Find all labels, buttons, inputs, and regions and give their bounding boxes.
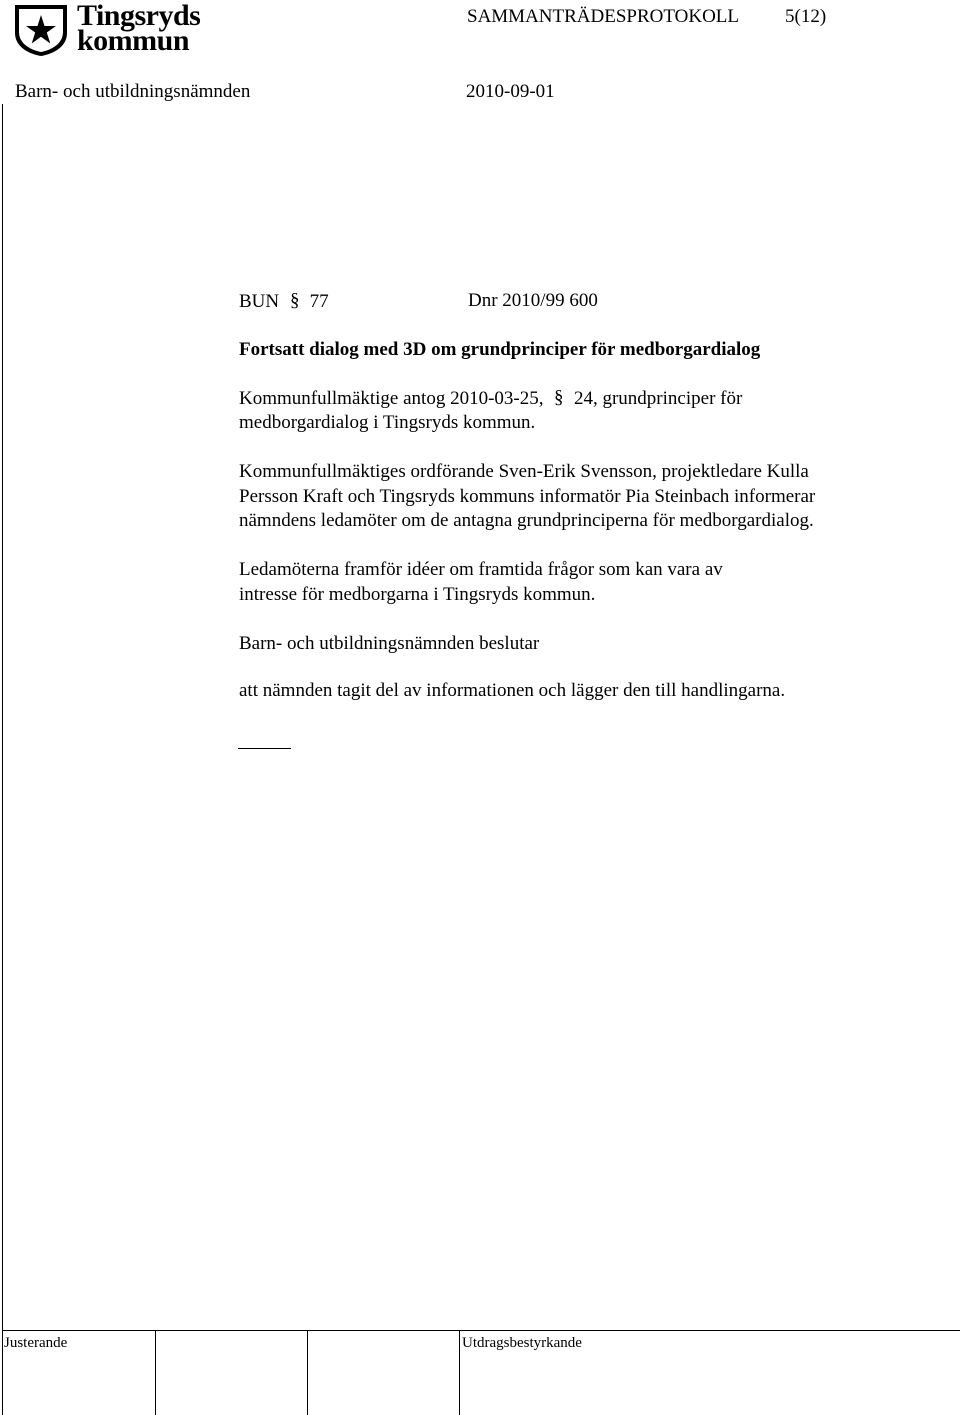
meeting-date: 2010-09-01 xyxy=(466,81,555,102)
document-type: SAMMANTRÄDESPROTOKOLL xyxy=(467,6,740,27)
svg-text:§: § xyxy=(554,387,564,407)
left-margin-rule xyxy=(2,104,3,1415)
municipality-logo xyxy=(13,0,209,57)
item-heading: Fortsatt dialog med 3D om grundprinciper för medborgardialog xyxy=(239,339,761,360)
decision-heading: Barn- och utbildningsnämnden beslutar xyxy=(239,633,540,654)
committee-name: Barn- och utbildningsnämnden xyxy=(15,81,251,102)
item-reference xyxy=(239,290,329,313)
logo-line-1: Tingsryds xyxy=(77,0,201,32)
logo-line-2: kommun xyxy=(77,24,190,57)
paragraph-3-line-1: Ledamöterna framför idéer om framtida frågor som kan vara av xyxy=(239,559,723,580)
paragraph-1-line-1 xyxy=(239,387,742,410)
extract-certification-label: Utdragsbestyrkande xyxy=(462,1335,582,1351)
footer-top-rule xyxy=(2,1330,960,1331)
paragraph-1-part-a: Kommunfullmäktige antog 2010-03-25, xyxy=(239,388,544,409)
footer-divider xyxy=(307,1330,308,1415)
paragraph-1-line-2: medborgardialog i Tingsryds kommun. xyxy=(239,412,536,433)
paragraph-2-line-1: Kommunfullmäktiges ordförande Sven-Erik Svensson, projektledare Kulla xyxy=(239,461,809,482)
case-number: Dnr 2010/99 600 xyxy=(468,290,598,311)
section-sign-icon xyxy=(290,290,301,310)
footer-divider xyxy=(155,1330,156,1415)
paragraph-2-line-3: nämndens ledamöter om de antagna grundprinciperna för medborgardialog. xyxy=(239,510,814,531)
paragraph-3-line-2: intresse för medborgarna i Tingsryds kommun. xyxy=(239,584,596,605)
decision-text: att nämnden tagit del av informationen och lägger den till handlingarna. xyxy=(239,680,786,701)
item-prefix: BUN xyxy=(239,291,280,312)
section-sign-icon xyxy=(554,387,565,407)
paragraph-1-part-b: 24, grundprinciper för xyxy=(573,388,743,409)
end-of-item-rule xyxy=(238,748,291,749)
coat-of-arms-icon xyxy=(13,3,69,57)
footer-divider xyxy=(459,1330,460,1415)
page-number: 5(12) xyxy=(785,6,827,27)
adjuster-label: Justerande xyxy=(4,1335,68,1351)
footer-divider xyxy=(2,1330,3,1415)
paragraph-2-line-2: Persson Kraft och Tingsryds kommuns informatör Pia Steinbach informerar xyxy=(239,486,816,507)
signature-footer xyxy=(0,1330,960,1415)
logo-wordmark xyxy=(77,0,201,57)
item-number: 77 xyxy=(309,291,329,312)
svg-text:§: § xyxy=(289,290,300,310)
